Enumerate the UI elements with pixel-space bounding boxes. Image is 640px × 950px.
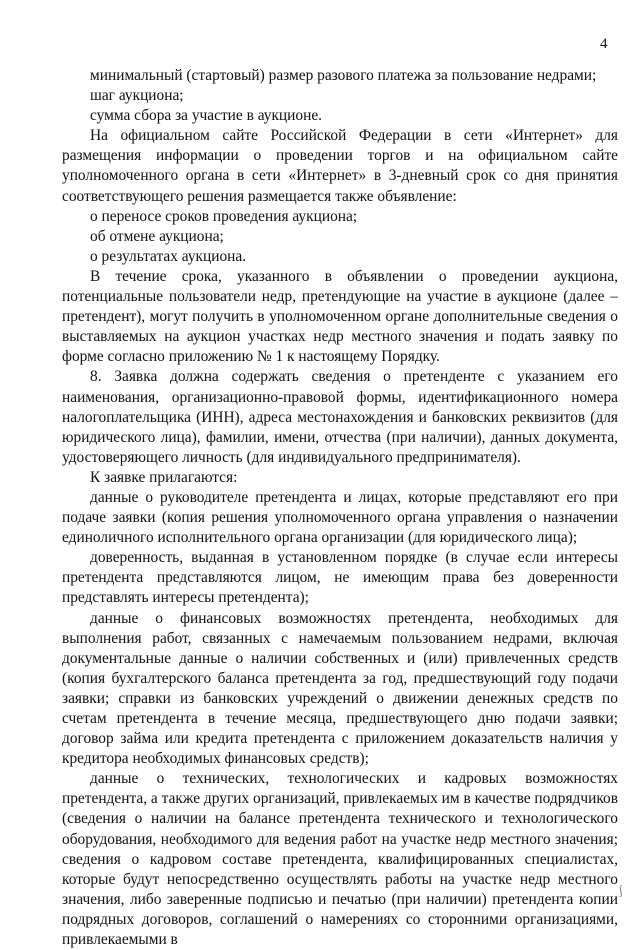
body-text: [62, 66, 618, 950]
paragraph-financial-data: данные о финансовых возможностях претендента, необходимых для выполнения работ, связанных с намечаемым пользованием недрами, включая документальные данные о наличии собственных и (или) привлеченных средств (копия бухгалтерского баланса претендента за год, предшествующий году подачи заявки; справки из банковских учреждений о движении денежных средств по счетам претендента в течение месяца, предшествующего дню подачи заявки; договор займа или кредита претендента с приложением доказательств наличия у кредитора необходимых финансовых средств);: [62, 609, 618, 768]
paragraph-technical-data: данные о технических, технологических и кадровых возможностях претендента, а также других организаций, привлекаемых им в качестве подрядчиков (сведения о наличии на балансе претендента технического и технологического оборудования, необходимого для ведения работ на участке недр местного значения; сведения о кадровом составе претендента, квалифицированных специалистах, которые будут непосредственно осуществлять работы на участке недр местного значения, либо заверенные подписью и печатью (при наличии) претендента копии подрядных договоров, соглашений о намерениях со сторонними организациями, привлекаемыми в: [62, 770, 618, 949]
corner-handwritten-mark: ʃ: [616, 882, 625, 898]
paragraph-min-payment: минимальный (стартовый) размер разового платежа за пользование недрами;: [90, 67, 597, 84]
paragraph-manager-data: данные о руководителе претендента и лицах, которые представляют его при подаче заявки (копия решения уполномоченного органа управления о назначении единоличного исполнительного органа организации (для юридического лица);: [62, 488, 618, 547]
paragraph-attachments-intro: К заявке прилагаются:: [90, 468, 238, 486]
paragraph-postpone: о переносе сроков проведения аукциона;: [90, 207, 358, 225]
paragraph-results: о результатах аукциона.: [90, 247, 247, 265]
paragraph-official-site: На официальном сайте Российской Федерации в сети «Интернет» для размещения информации о проведении торгов и на официальном сайте уполномоченного органа в сети «Интернет» в 3-дневный срок со дня принятия соответствующего решения размещается также объявление:: [62, 127, 618, 205]
page-number: 4: [600, 36, 608, 52]
paragraph-auction-step: шаг аукциона;: [90, 87, 184, 105]
paragraph-section-8: 8. Заявка должна содержать сведения о претенденте с указанием его наименования, организационно-правовой формы, идентификационного номера налогоплательщика (ИНН), адреса местонахождения и банковских реквизитов (для юридического лица), фамилии, имени, отчества (при наличии), данных документа, удостоверяющего личность (для индивидуального предпринимателя).: [62, 368, 618, 466]
paragraph-applicants: В течение срока, указанного в объявлении о проведении аукциона, потенциальные пользователи недр, претендующие на участие в аукционе (далее – претендент), могут получить в уполномоченном органе дополнительные сведения о выставляемых на аукцион участках недр местного значения и подать заявку по форме согласно приложению № 1 к настоящему Порядку.: [62, 267, 618, 366]
paragraph-power-of-attorney: доверенность, выданная в установленном порядке (в случае если интересы претендента представляются лицом, не имеющим права без доверенности представлять интересы претендента);: [62, 549, 618, 607]
paragraph-cancel: об отмене аукциона;: [90, 227, 224, 245]
paragraph-fee: сумма сбора за участие в аукционе.: [90, 107, 323, 125]
